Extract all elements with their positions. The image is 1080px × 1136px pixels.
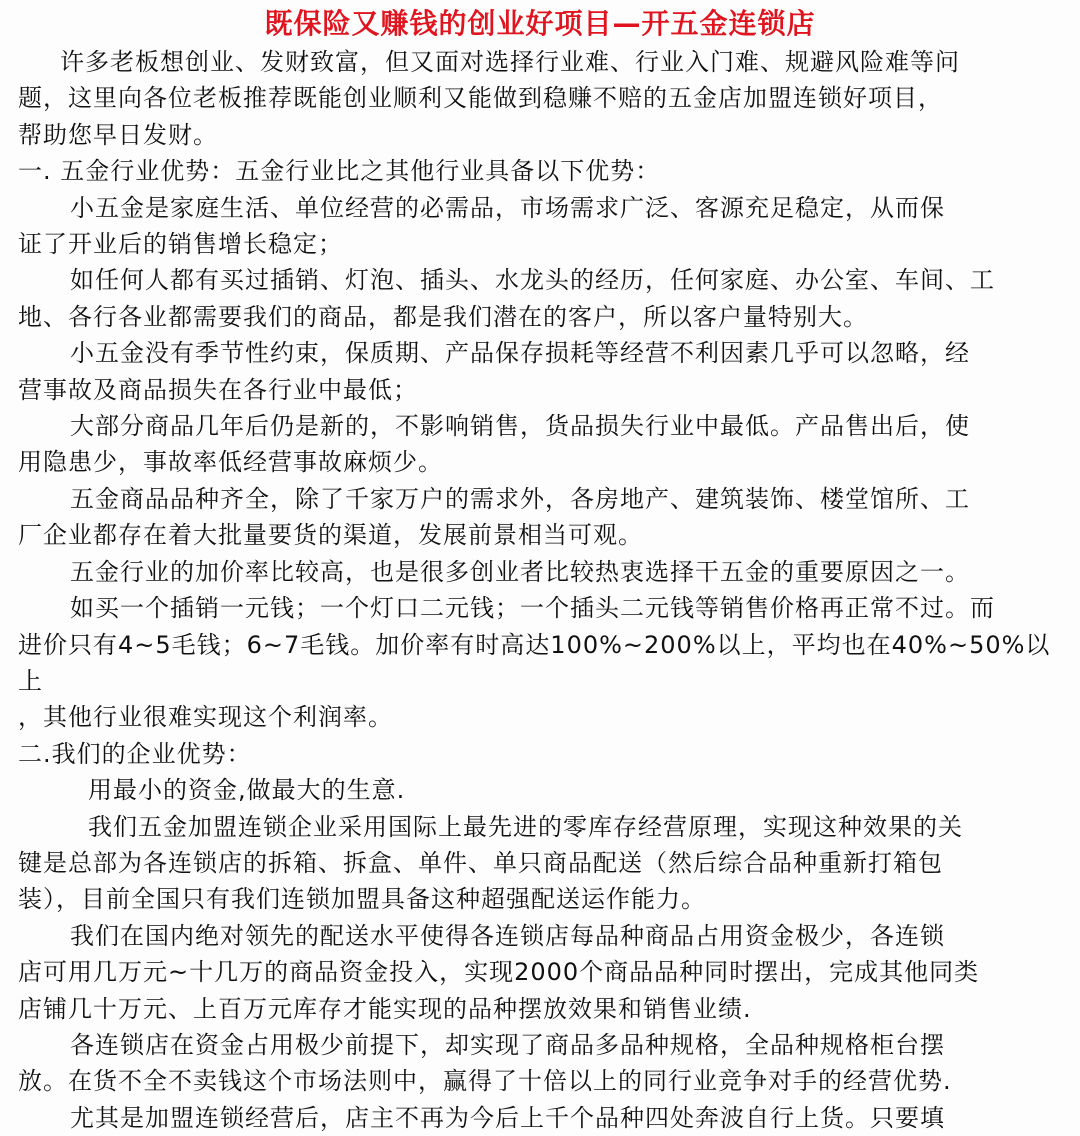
text-line: 营事故及商品损失在各行业中最低； bbox=[18, 375, 418, 404]
text-line: 题，这里向各位老板推荐既能创业顺利又能做到稳赚不赔的五金店加盟连锁好项目， bbox=[18, 84, 943, 113]
text-line: 尤其是加盟连锁经营后，店主不再为今后上千个品种四处奔波自行上货。只要填 bbox=[70, 1103, 945, 1132]
text-line: 如买一个插销一元钱；一个灯口二元钱；一个插头二元钱等销售价格再正常不过。而 bbox=[70, 594, 995, 623]
text-line: 我们在国内绝对领先的配送水平使得各连锁店每品种商品占用资金极少，各连锁 bbox=[70, 921, 945, 950]
text-line: 用最小的资金,做最大的生意. bbox=[88, 776, 406, 805]
document-body bbox=[0, 44, 1080, 1136]
text-line: 键是总部为各连锁店的拆箱、拆盒、单件、单只商品配送（然后综合品种重新打箱包 bbox=[18, 848, 943, 877]
text-line: 小五金是家庭生活、单位经营的必需品，市场需求广泛、客源充足稳定，从而保 bbox=[70, 193, 945, 222]
text-line: 大部分商品几年后仍是新的，不影响销售，货品损失行业中最低。产品售出后，使 bbox=[70, 412, 970, 441]
text-line: 小五金没有季节性约束，保质期、产品保存损耗等经营不利因素几乎可以忽略，经 bbox=[70, 339, 970, 368]
text-line: 许多老板想创业、发财致富，但又面对选择行业难、行业入门难、规避风险难等问 bbox=[60, 48, 960, 76]
text-line: 放。在货不全不卖钱这个市场法则中，赢得了十倍以上的同行业竞争对手的经营优势. bbox=[18, 1067, 952, 1096]
text-line: 厂企业都存在着大批量要货的渠道，发展前景相当可观。 bbox=[18, 521, 643, 550]
text-line: 地、各行各业都需要我们的商品，都是我们潜在的客户，所以客户量特别大。 bbox=[18, 302, 868, 331]
text-line: 证了开业后的销售增长稳定； bbox=[18, 230, 343, 259]
text-line: 进价只有4~5毛钱；6~7毛钱。加价率有时高达100%~200%以上，平均也在40%~50%以上 bbox=[18, 630, 1051, 695]
text-line: 一. 五金行业优势：五金行业比之其他行业具备以下优势： bbox=[18, 157, 661, 186]
text-line: 如任何人都有买过插销、灯泡、插头、水龙头的经历，任何家庭、办公室、车间、工 bbox=[70, 266, 995, 295]
text-line: 帮助您早日发财。 bbox=[18, 120, 218, 149]
text-line: 店可用几万元~十几万的商品资金投入，实现2000个商品品种同时摆出，完成其他同类 bbox=[18, 958, 980, 987]
text-line: 我们五金加盟连锁企业采用国际上最先进的零库存经营原理，实现这种效果的关 bbox=[88, 812, 963, 841]
text-line: 店铺几十万元、上百万元库存才能实现的品种摆放效果和销售业绩. bbox=[18, 994, 752, 1023]
text-line: 用隐患少，事故率低经营事故麻烦少。 bbox=[18, 448, 443, 477]
text-line: 二.我们的企业优势： bbox=[18, 739, 252, 768]
document-title: 既保险又赚钱的创业好项目—开五金连锁店 bbox=[264, 7, 816, 40]
text-line: 五金行业的加价率比较高，也是很多创业者比较热衷选择干五金的重要原因之一。 bbox=[70, 557, 970, 586]
text-line: 装），目前全国只有我们连锁加盟具备这种超强配送运作能力。 bbox=[18, 885, 706, 914]
text-line: 各连锁店在资金占用极少前提下，却实现了商品多品种规格，全品种规格柜台摆 bbox=[70, 1030, 945, 1059]
text-line: 五金商品品种齐全，除了千家万户的需求外，各房地产、建筑装饰、楼堂馆所、工 bbox=[70, 484, 970, 513]
text-line: ，其他行业很难实现这个利润率。 bbox=[18, 703, 393, 732]
